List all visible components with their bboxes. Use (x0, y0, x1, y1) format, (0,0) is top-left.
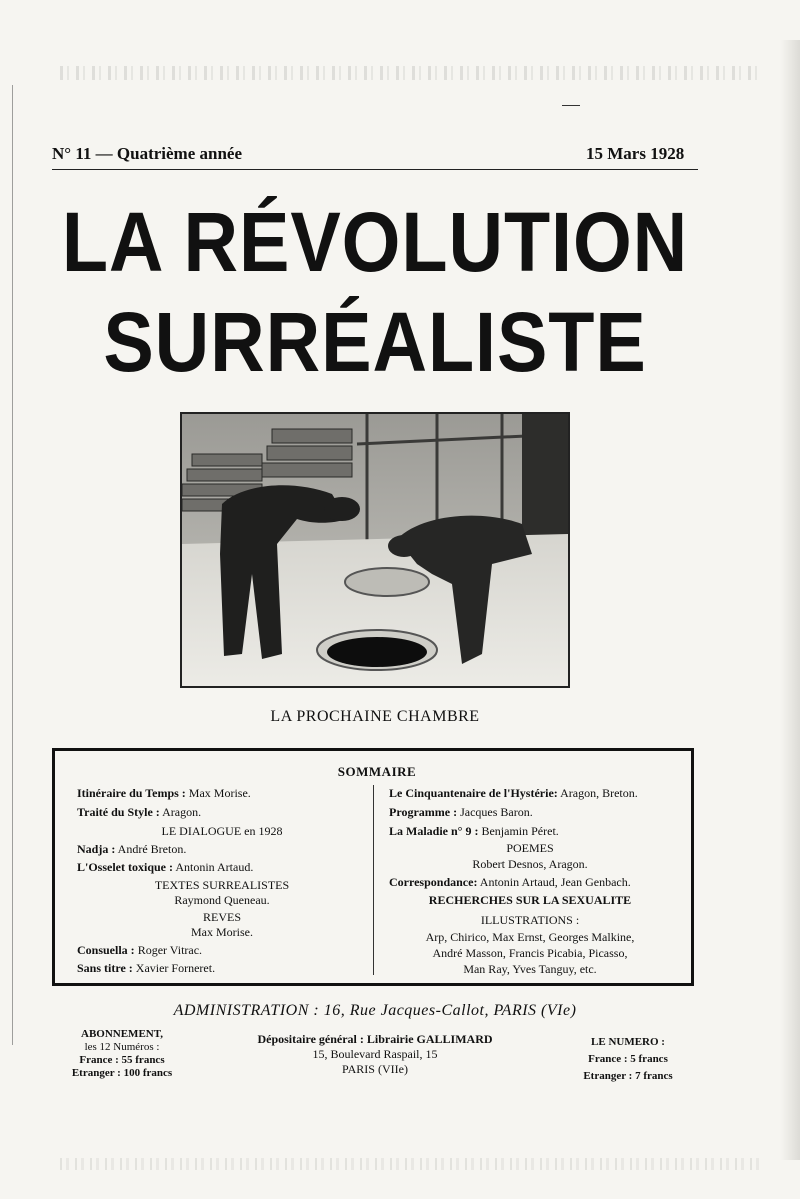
distributor-line-3: PARIS (VIIe) (342, 1062, 408, 1076)
contents-entry: TEXTES SURREALISTES (154, 878, 290, 892)
contents-entry: Nadja : André Breton. (77, 842, 187, 856)
subscription-france: France : 55 francs (79, 1054, 165, 1066)
contents-entry: Correspondance: Antonin Artaud, Jean Genbach. (389, 875, 631, 889)
contents-entry: La Maladie n° 9 : Benjamin Péret. (389, 824, 559, 838)
contents-entry: POEMES (506, 841, 554, 855)
contents-heading: SOMMAIRE (337, 764, 417, 779)
issue-price-title: LE NUMERO : (591, 1036, 665, 1048)
contents-entry: RECHERCHES SUR LA SEXUALITE (428, 893, 632, 907)
scan-right-edge (780, 40, 800, 1160)
contents-entry: André Masson, Francis Picabia, Picasso, (432, 946, 628, 960)
contents-entry: REVES (202, 910, 241, 924)
administration-address: ADMINISTRATION : 16, Rue Jacques-Callot, PARIS (VIe) (173, 1002, 577, 1019)
contents-entry: Arp, Chirico, Max Ernst, Georges Malkine, (425, 930, 635, 944)
subscription-title: ABONNEMENT, (81, 1028, 163, 1040)
contents-entry: ILLUSTRATIONS : (480, 913, 580, 927)
contents-entry: Le Cinquantenaire de l'Hystérie: Aragon, Breton. (389, 786, 638, 800)
contents-entry: Raymond Queneau. (174, 893, 270, 907)
issue-number: N° 11 — Quatrième année (52, 144, 242, 163)
contents-column-divider (373, 785, 374, 975)
scan-noise-top (60, 66, 760, 80)
contents-entry: Sans titre : Xavier Forneret. (77, 961, 216, 975)
cover-photograph (180, 412, 570, 688)
contents-entry: Programme : Jacques Baron. (389, 805, 533, 819)
issue-date: 15 Mars 1928 (586, 144, 685, 163)
scan-mark (562, 105, 580, 106)
scan-left-edge (12, 85, 13, 1045)
contents-entry: Itinéraire du Temps : Max Morise. (77, 786, 251, 800)
masthead-line-1: LA RÉVOLUTION (61, 195, 689, 289)
contents-entry: L'Osselet toxique : Antonin Artaud. (77, 860, 254, 874)
distributor-line-1: Dépositaire général : Librairie GALLIMARD (257, 1032, 493, 1046)
subscription-sub: les 12 Numéros : (84, 1041, 160, 1053)
scan-noise-bottom (60, 1158, 760, 1170)
subscription-block (52, 1028, 192, 1080)
issue-price-france: France : 5 francs (588, 1053, 668, 1065)
contents-entry: Robert Desnos, Aragon. (472, 857, 588, 871)
issue-price-block (558, 1034, 698, 1085)
distributor-block (215, 1032, 535, 1077)
contents-entry: Traité du Style : Aragon. (77, 805, 202, 819)
header-rule (52, 169, 698, 170)
masthead-line-2: SURRÉALISTE (103, 295, 647, 389)
subscription-etranger: Etranger : 100 francs (71, 1067, 173, 1079)
contents-entry: Consuella : Roger Vitrac. (77, 943, 203, 957)
issue-price-etranger: Etranger : 7 francs (583, 1070, 673, 1082)
distributor-line-2: 15, Boulevard Raspail, 15 (312, 1047, 438, 1061)
cover-photograph-drawing (182, 414, 568, 686)
contents-entry: LE DIALOGUE en 1928 (161, 824, 283, 838)
photo-caption: LA PROCHAINE CHAMBRE (270, 708, 480, 725)
contents-entry: Max Morise. (191, 925, 253, 939)
contents-entry: Man Ray, Yves Tanguy, etc. (463, 962, 597, 976)
